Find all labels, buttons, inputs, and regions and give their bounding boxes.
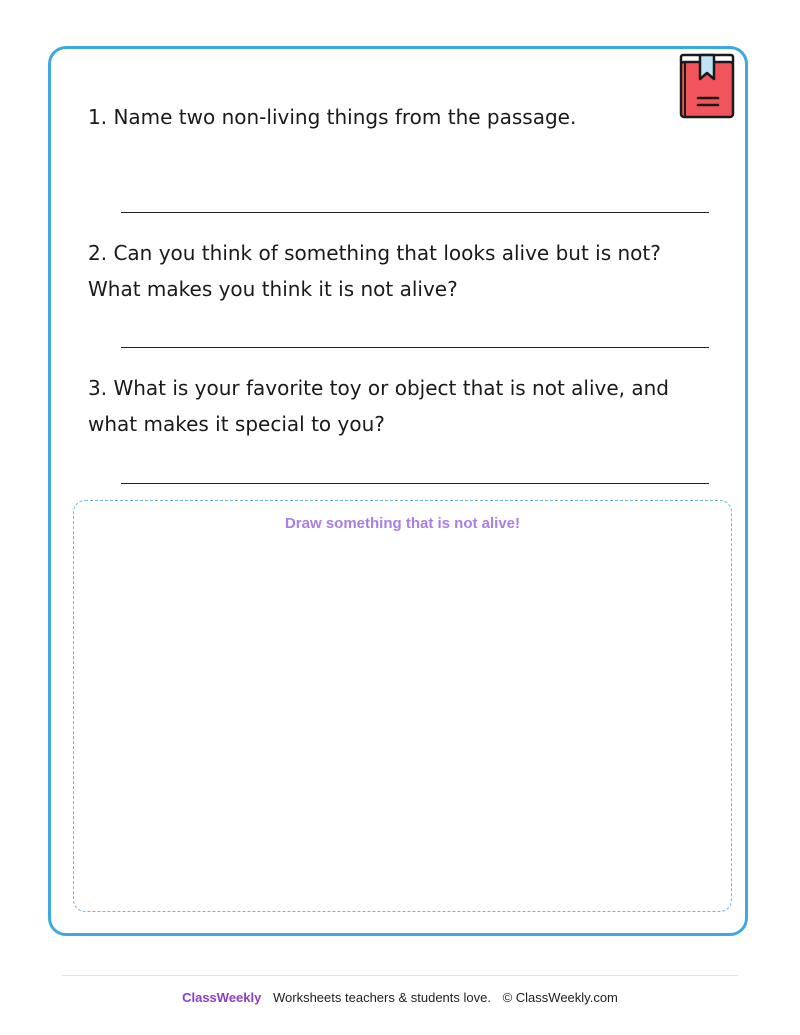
question-2-line-2: What makes you think it is not alive? [88, 277, 458, 301]
drawing-box-title: Draw something that is not alive! [284, 515, 521, 532]
footer-divider [62, 975, 738, 976]
answer-line-3[interactable] [121, 483, 709, 484]
question-2-line-1: 2. Can you think of something that looks alive but is not? [88, 241, 661, 265]
drawing-box[interactable] [73, 500, 732, 912]
footer-copyright: © ClassWeekly.com [502, 990, 618, 1005]
question-2 [88, 235, 688, 307]
answer-line-1[interactable] [121, 212, 709, 213]
question-3 [88, 370, 688, 442]
answer-line-2[interactable] [121, 347, 709, 348]
footer-tagline: Worksheets teachers & students love. [272, 990, 491, 1005]
footer [0, 990, 800, 1005]
question-3-line-1: 3. What is your favorite toy or object that is not alive, and [88, 376, 670, 400]
question-3-line-2: what makes it special to you? [88, 412, 385, 436]
question-1 [88, 99, 688, 135]
question-1-text: 1. Name two non-living things from the passage. [88, 105, 577, 129]
footer-brand: ClassWeekly [182, 990, 262, 1005]
